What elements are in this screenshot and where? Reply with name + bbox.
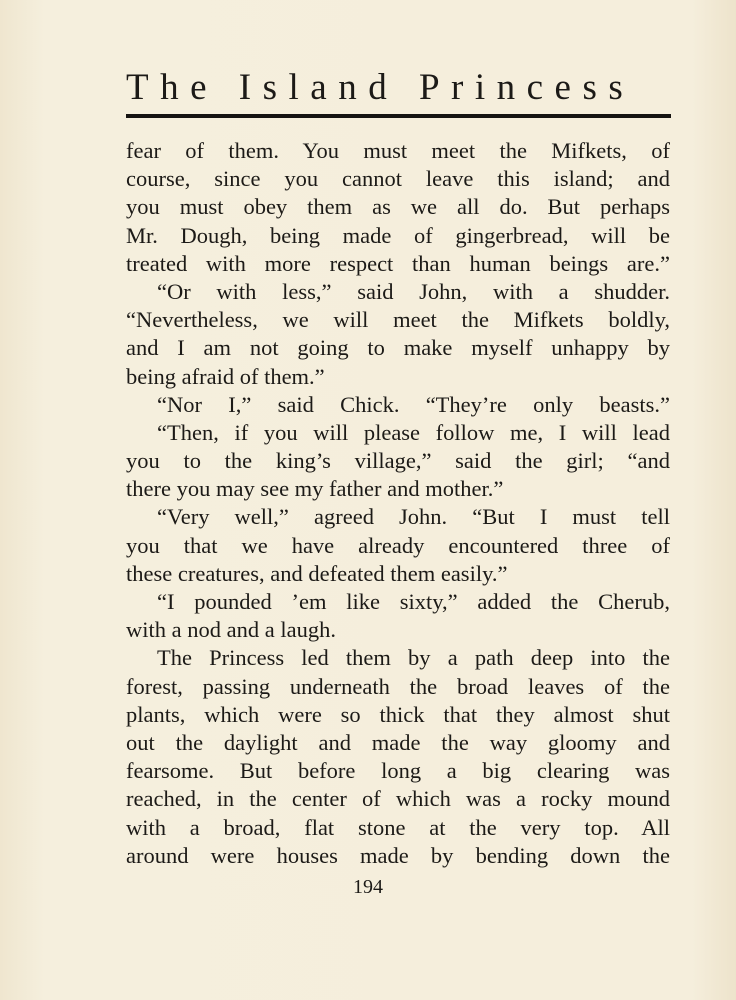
text-line: you to the king’s village,” said the girl; “and	[126, 448, 670, 474]
text-line: “Or with less,” said John, with a shudder.	[157, 278, 670, 304]
text-line: with a broad, flat stone at the very top. All	[126, 814, 670, 840]
text-line: forest, passing underneath the broad leaves of the	[126, 673, 670, 699]
text-line: you that we have already encountered three of	[126, 532, 670, 558]
body-text	[126, 137, 670, 870]
header-rule	[126, 114, 671, 118]
page-number: 194	[353, 876, 383, 898]
text-line: there you may see my father and mother.”	[126, 476, 504, 502]
text-line: course, since you cannot leave this island; and	[126, 166, 670, 192]
text-line: out the daylight and made the way gloomy and	[126, 729, 670, 755]
text-line: with a nod and a laugh.	[126, 617, 336, 643]
text-line: fear of them. You must meet the Mifkets, of	[126, 138, 670, 163]
text-line: reached, in the center of which was a rocky mound	[126, 786, 670, 812]
running-header: The Island Princess	[126, 67, 635, 108]
text-line: The Princess led them by a path deep into the	[157, 645, 670, 671]
text-line: you must obey them as we all do. But perhaps	[126, 194, 670, 220]
text-line: around were houses made by bending down the	[126, 842, 670, 868]
text-line: these creatures, and defeated them easily.”	[126, 560, 508, 586]
text-line: Mr. Dough, being made of gingerbread, will be	[126, 222, 670, 248]
text-line: and I am not going to make myself unhappy by	[126, 335, 670, 361]
text-line: being afraid of them.”	[126, 363, 325, 389]
text-line: fearsome. But before long a big clearing was	[126, 758, 670, 784]
text-line: “Nor I,” said Chick. “They’re only beasts.”	[157, 391, 670, 417]
text-line: “Nevertheless, we will meet the Mifkets boldly,	[126, 307, 670, 333]
text-line: plants, which were so thick that they almost shut	[126, 701, 670, 727]
text-line: “Very well,” agreed John. “But I must tell	[157, 504, 670, 530]
text-line: “Then, if you will please follow me, I will lead	[157, 419, 670, 445]
text-line: treated with more respect than human beings are.”	[126, 250, 670, 276]
text-line: “I pounded ’em like sixty,” added the Cherub,	[157, 589, 670, 614]
